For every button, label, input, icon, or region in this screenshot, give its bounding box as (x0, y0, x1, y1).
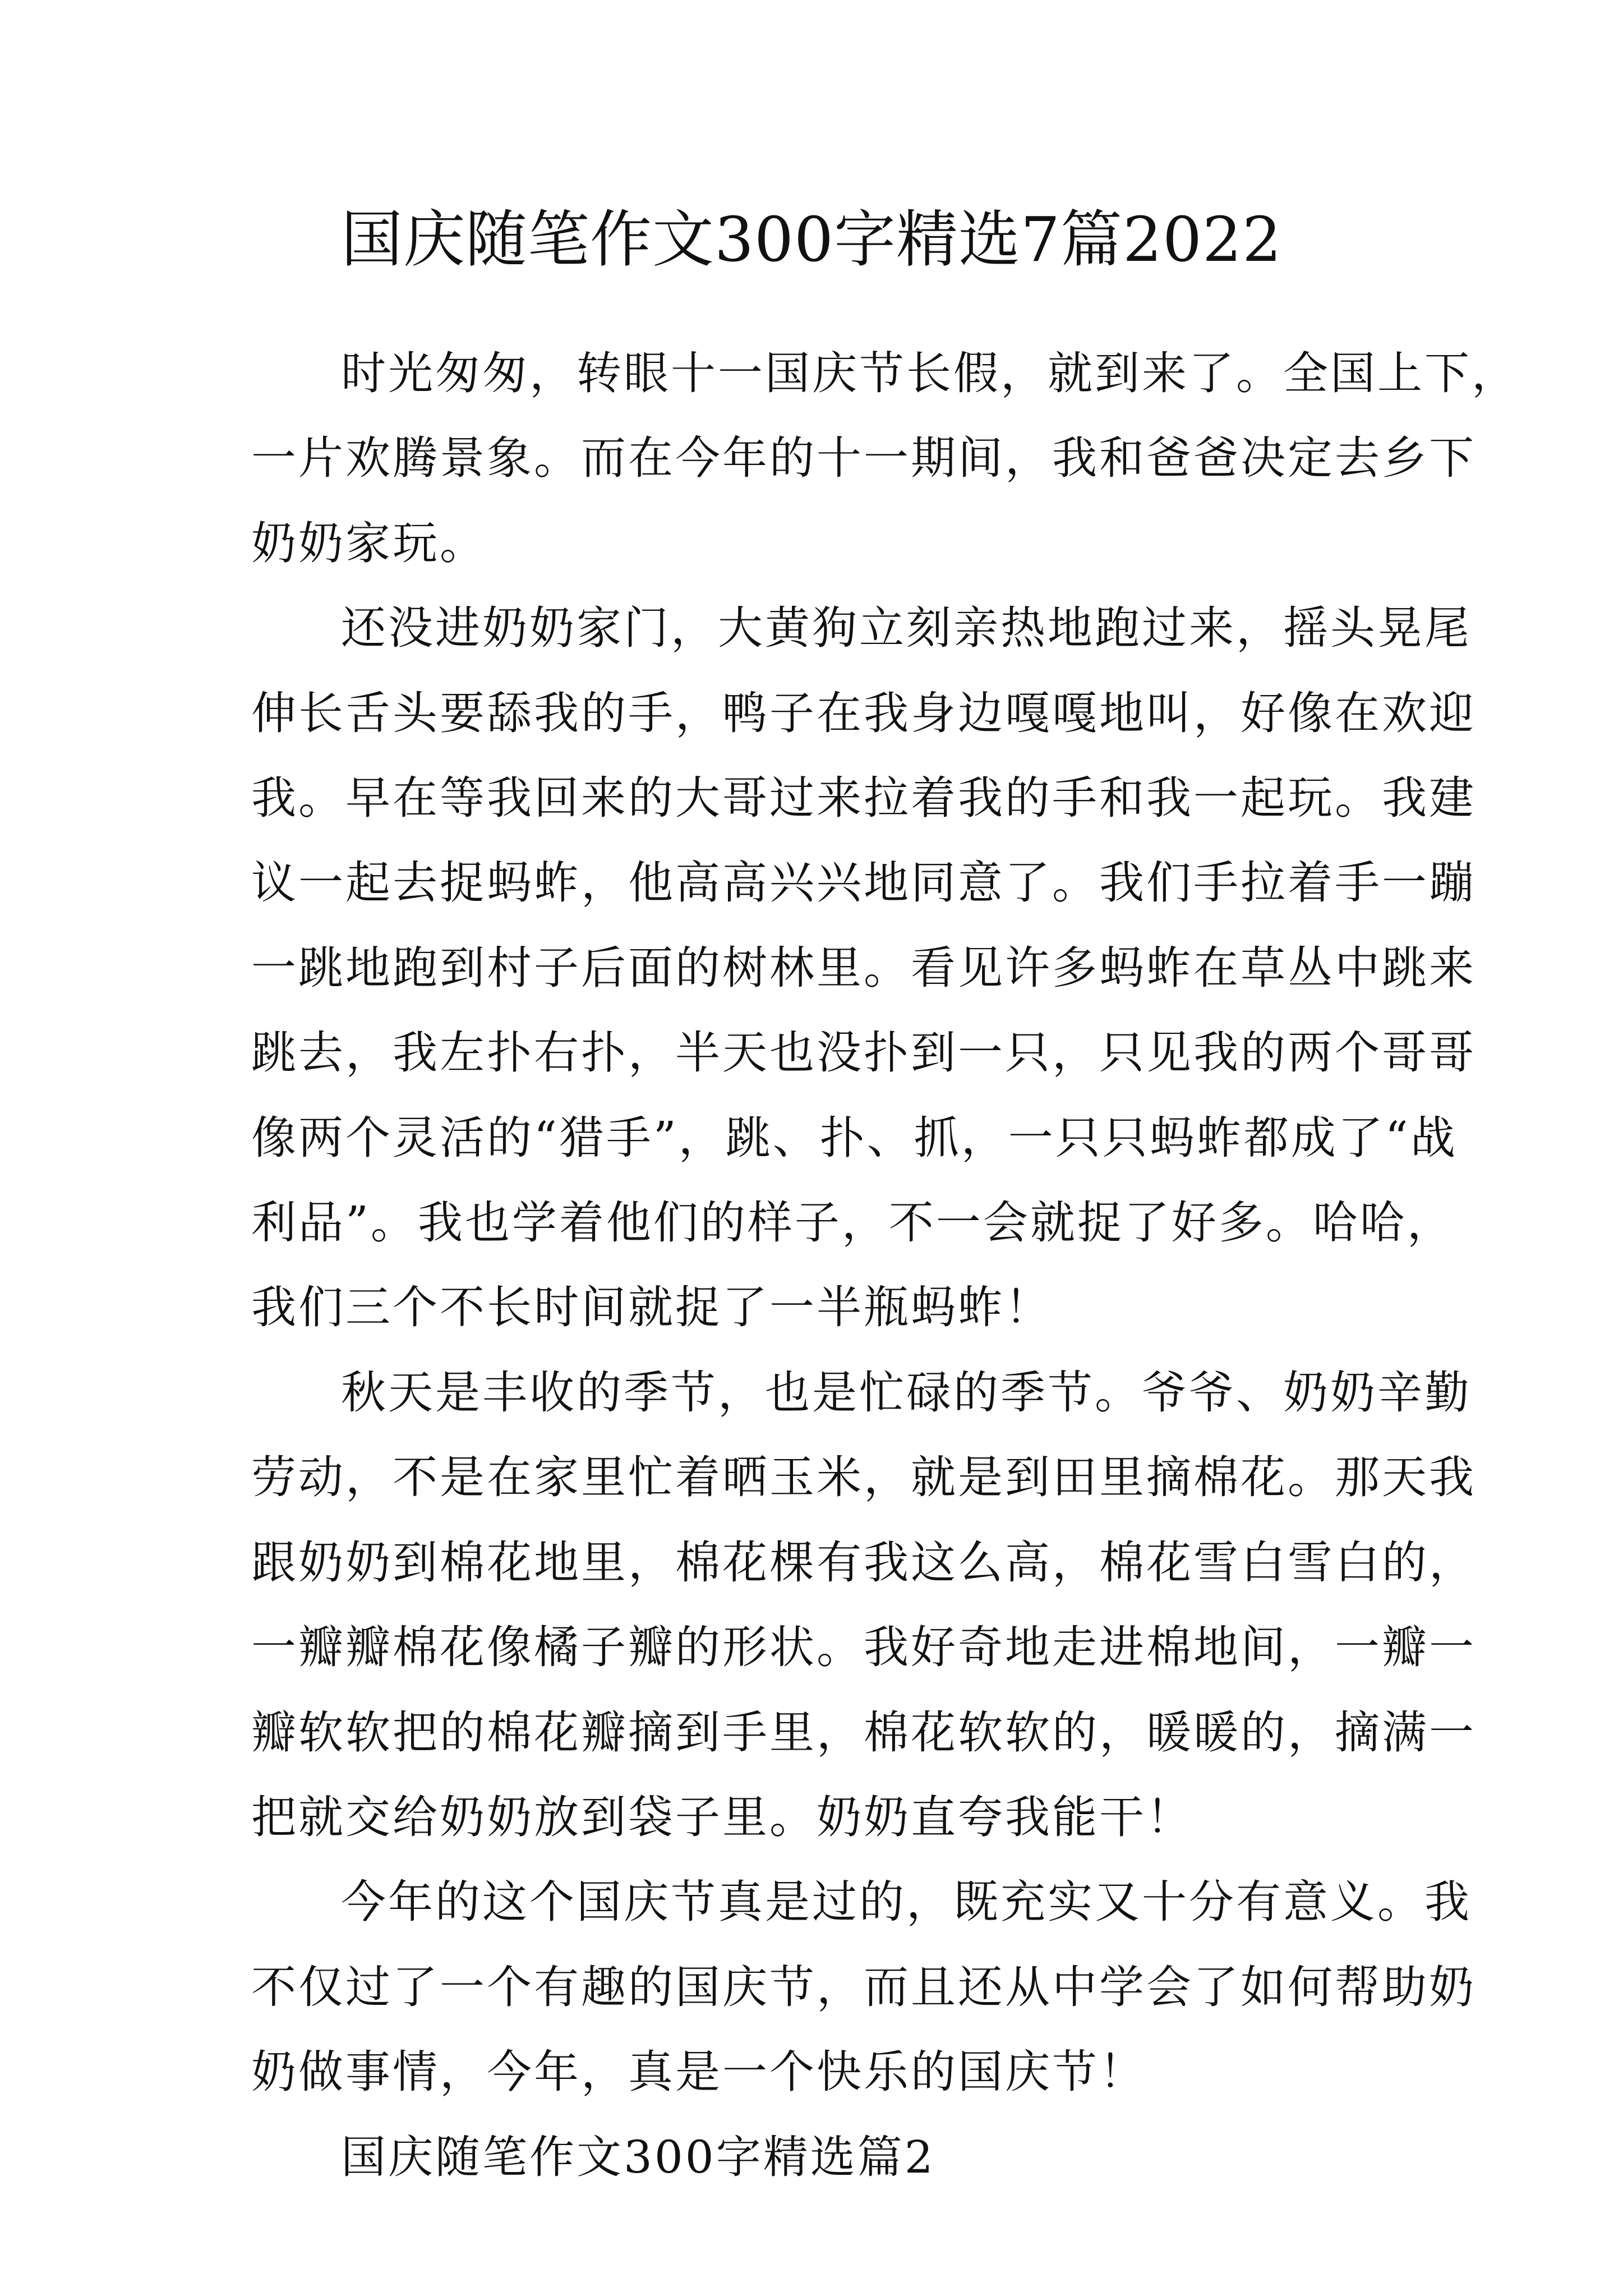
text-line: 劳动，不是在家里忙着晒玉米，就是到田里摘棉花。那天我 (251, 1451, 1476, 1504)
paragraph-1 (251, 331, 1519, 586)
text-line: 像两个灵活的“猎手”，跳、扑、抓，一只只蚂蚱都成了“战 (251, 1111, 1458, 1164)
text-line: 一瓣瓣棉花像橘子瓣的形状。我好奇地走进棉地间，一瓣一 (251, 1621, 1476, 1674)
text-line: 跳去，我左扑右扑，半天也没扑到一只，只见我的两个哥哥 (251, 1027, 1476, 1079)
text-line: 跟奶奶到棉花地里，棉花棵有我这么高，棉花雪白雪白的， (251, 1536, 1476, 1589)
paragraph-3 (251, 1350, 1476, 1860)
paragraph-2 (251, 586, 1476, 1350)
text-line: 今年的这个国庆节真是过的，既充实又十分有意义。我 (341, 1876, 1472, 1929)
text-line: 不仅过了一个有趣的国庆节，而且还从中学会了如何帮助奶 (251, 1961, 1476, 2013)
text-line: 议一起去捉蚂蚱，他高高兴兴地同意了。我们手拉着手一蹦 (251, 857, 1476, 909)
text-line: 时光匆匆，转眼十一国庆节长假，就到来了。全国上下， (341, 347, 1519, 399)
text-line: 秋天是丰收的季节，也是忙碌的季节。爷爷、奶奶辛勤 (341, 1366, 1472, 1419)
text-line: 国庆随笔作文300字精选篇2 (341, 2131, 935, 2183)
text-line: 一跳地跑到村子后面的树林里。看见许多蚂蚱在草丛中跳来 (251, 941, 1476, 994)
text-line: 伸长舌头要舔我的手，鸭子在我身边嘎嘎地叫，好像在欢迎 (251, 687, 1476, 739)
text-line: 还没进奶奶家门，大黄狗立刻亲热地跑过来，摇头晃尾 (341, 602, 1472, 655)
text-line: 我。早在等我回来的大哥过来拉着我的手和我一起玩。我建 (251, 772, 1476, 825)
document-body (251, 331, 1519, 2200)
document-title: 国庆随笔作文300字精选7篇2022 (341, 204, 1282, 275)
text-line: 奶奶家玩。 (251, 517, 487, 569)
text-line: 我们三个不长时间就捉了一半瓶蚂蚱！ (251, 1281, 1052, 1334)
section-heading-2 (251, 2115, 1373, 2200)
text-line: 一片欢腾景象。而在今年的十一期间，我和爸爸决定去乡下 (251, 432, 1476, 485)
text-line: 把就交给奶奶放到袋子里。奶奶直夸我能干！ (251, 1791, 1193, 1843)
paragraph-4 (251, 1860, 1476, 2114)
text-line: 瓣软软把的棉花瓣摘到手里，棉花软软的，暖暖的，摘满一 (251, 1706, 1476, 1759)
text-line: 奶做事情，今年，真是一个快乐的国庆节！ (251, 2046, 1146, 2099)
text-line: 利品”。我也学着他们的样子，不一会就捉了好多。哈哈， (251, 1197, 1454, 1249)
